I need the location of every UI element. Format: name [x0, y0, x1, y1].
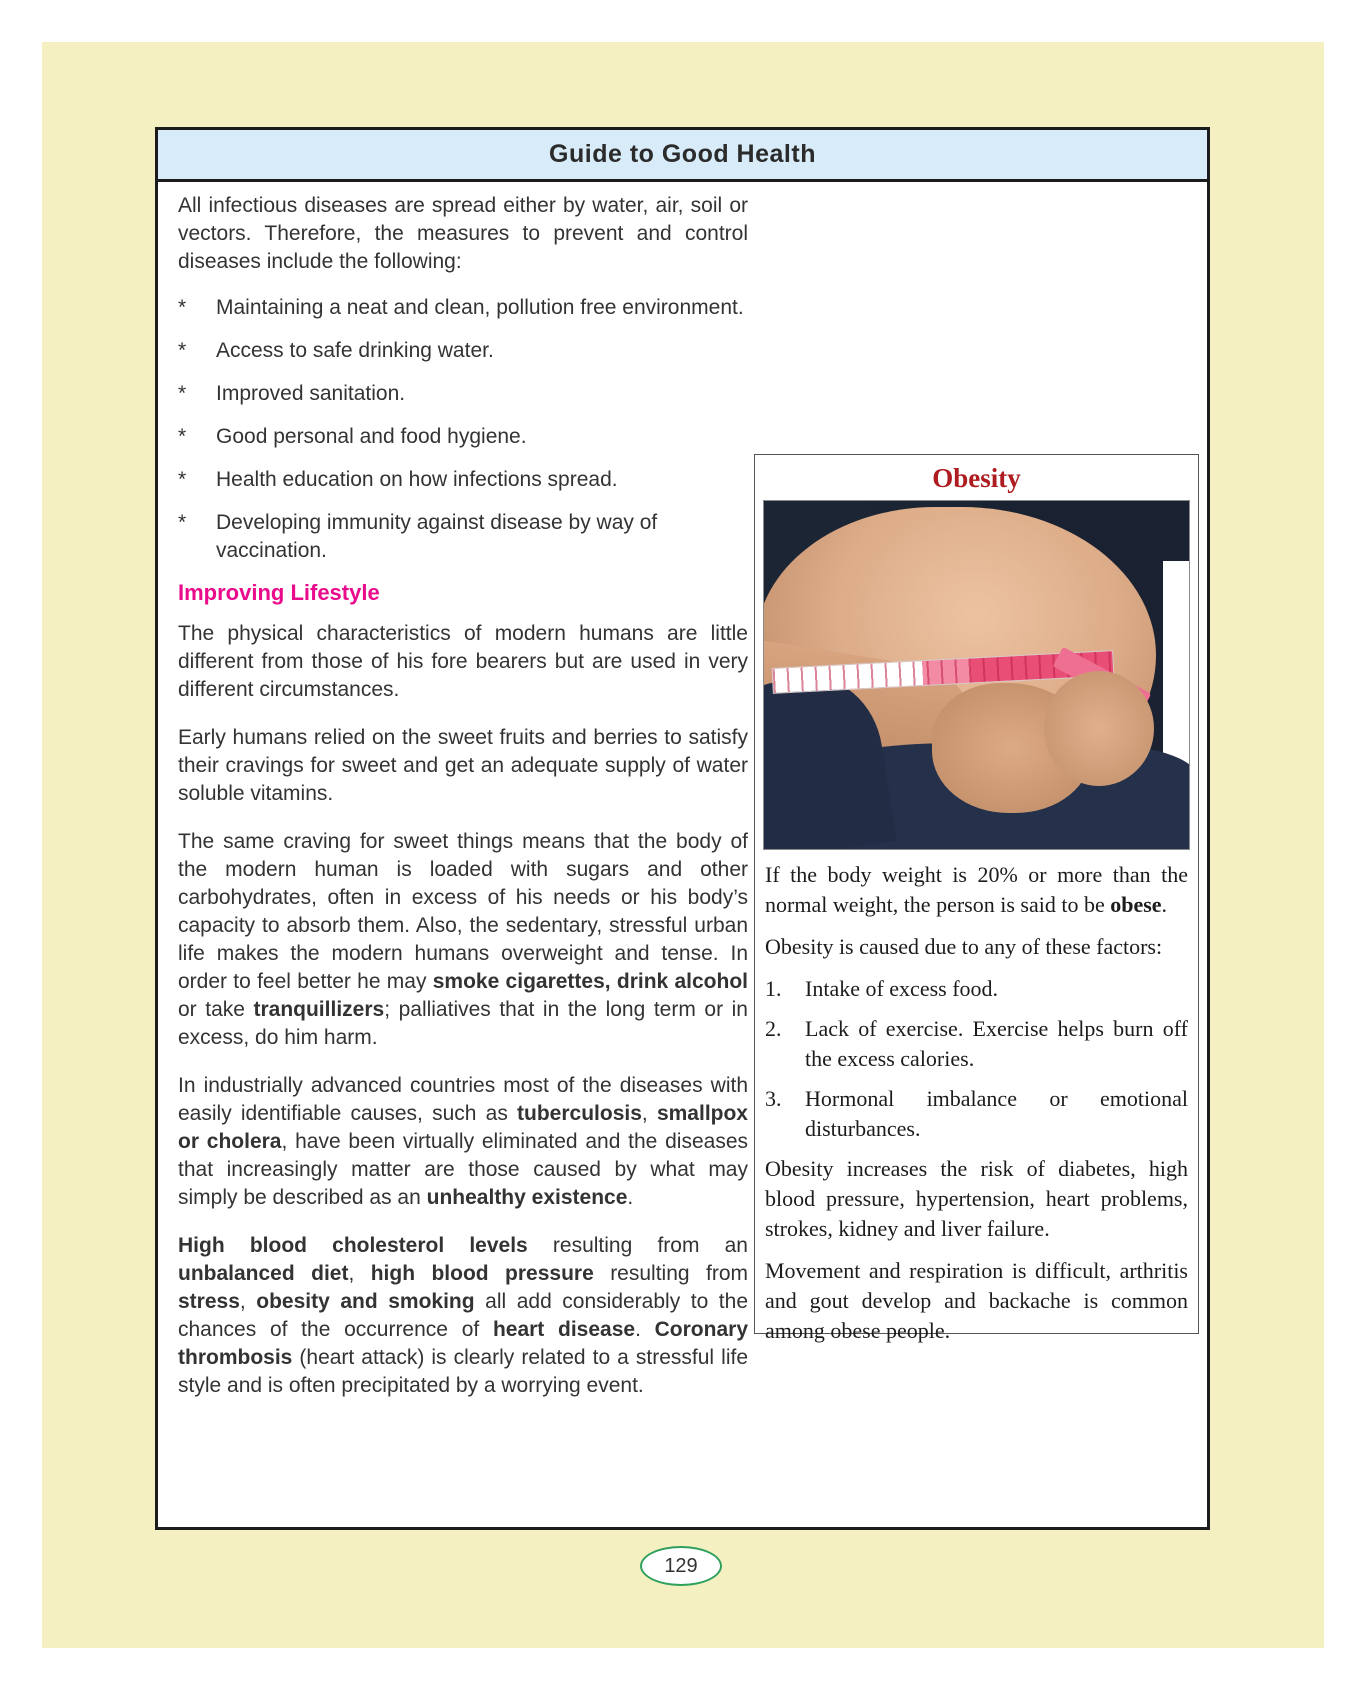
page-title: Guide to Good Health — [549, 140, 816, 168]
item-text: Lack of exercise. Exercise helps burn off the excess calories. — [805, 1016, 1188, 1071]
bullet-item — [178, 380, 748, 408]
body-paragraph: The same craving for sweet things means that the body of the modern human is loaded with sugars and other carbohydrates, often in excess of his needs or his body’s capacity to absorb them. Also, the sedentary, stressful urban life makes the modern humans overweight and tense. In order to feel better he may smoke cigarettes, drink alcohol or take tranquillizers; palliatives that in the long term or in excess, do him harm. — [178, 830, 748, 1049]
body-paragraph: The physical characteristics of modern humans are little different from those of his fore bearers but are used in very different circumstances. — [178, 622, 748, 701]
page-background — [42, 42, 1324, 1648]
page-header — [158, 130, 1207, 182]
bullet-marker: * — [178, 382, 187, 405]
page-number-badge — [640, 1546, 722, 1586]
obesity-numbered-list — [765, 974, 1188, 1144]
bullet-marker: * — [178, 468, 187, 491]
bullet-text: Developing immunity against disease by way of vaccination. — [216, 511, 658, 562]
body-paragraph: High blood cholesterol levels resulting from an unbalanced diet, high blood pressure resulting from stress, obesity and smoking all add considerably to the chances of the occurrence of heart disease. Coronary thrombosis (heart attack) is clearly related to a stressful life style and is often precipitated by a worrying event. — [178, 1234, 749, 1397]
body-paragraph: Early humans relied on the sweet fruits and berries to satisfy their cravings for sweet and get an adequate supply of water soluble vitamins. — [178, 726, 748, 805]
obesity-paragraphs-top — [765, 860, 1188, 962]
bullet-item — [178, 466, 748, 494]
bullet-text: Access to safe drinking water. — [216, 339, 494, 362]
bullet-marker: * — [178, 339, 187, 362]
bullet-text: Improved sanitation. — [216, 382, 406, 405]
obesity-box — [754, 454, 1199, 1343]
body-paragraphs — [178, 620, 748, 1400]
obesity-paragraph: Movement and respiration is difficult, arthritis and gout develop and backache is common among obese people. — [765, 1258, 1188, 1343]
numbered-item — [765, 974, 1188, 1004]
obesity-paragraph: Obesity is caused due to any of these factors: — [765, 934, 1163, 959]
bullet-list — [178, 294, 748, 565]
body-paragraph: In industrially advanced countries most of the diseases with easily identifiable causes, such as tuberculosis, smallpox or cholera, have been virtually eliminated and the diseases that increasingly matter are those caused by what may simply be described as an unhealthy existence. — [178, 1074, 748, 1209]
bullet-text: Maintaining a neat and clean, pollution free environment. — [216, 296, 744, 319]
left-column — [178, 192, 748, 1420]
obesity-paragraph: Obesity increases the risk of diabetes, high blood pressure, hypertension, heart problems, strokes, kidney and liver failure. — [765, 1156, 1188, 1241]
item-number: 3. — [765, 1086, 782, 1111]
bullet-item — [178, 294, 748, 322]
bullet-text: Health education on how infections spread. — [216, 468, 618, 491]
bullet-item — [178, 423, 748, 451]
obesity-paragraphs-bottom — [765, 1154, 1188, 1346]
item-text: Hormonal imbalance or emotional disturbances. — [805, 1086, 1188, 1141]
page-number: 129 — [664, 1554, 698, 1577]
bullet-item — [178, 337, 748, 365]
bullet-item — [178, 509, 748, 565]
numbered-item — [765, 1084, 1188, 1144]
bullet-text: Good personal and food hygiene. — [216, 425, 527, 448]
bullet-marker: * — [178, 296, 187, 319]
bullet-marker: * — [178, 511, 187, 534]
obesity-measuring-tape-photo — [763, 500, 1190, 850]
bullet-marker: * — [178, 425, 187, 448]
obesity-paragraph: If the body weight is 20% or more than the normal weight, the person is said to be obese. — [765, 862, 1188, 917]
obesity-text — [755, 850, 1198, 1346]
intro-paragraph: All infectious diseases are spread either by water, air, soil or vectors. Therefore, the measures to prevent and control diseases include the following: — [178, 194, 748, 273]
hand-shape-right — [1044, 671, 1154, 786]
section-heading: Improving Lifestyle — [178, 580, 380, 605]
content-box — [155, 127, 1210, 1530]
item-number: 1. — [765, 976, 782, 1001]
numbered-item — [765, 1014, 1188, 1074]
item-number: 2. — [765, 1016, 782, 1041]
obesity-title: Obesity — [932, 463, 1021, 493]
item-text: Intake of excess food. — [805, 976, 999, 1001]
